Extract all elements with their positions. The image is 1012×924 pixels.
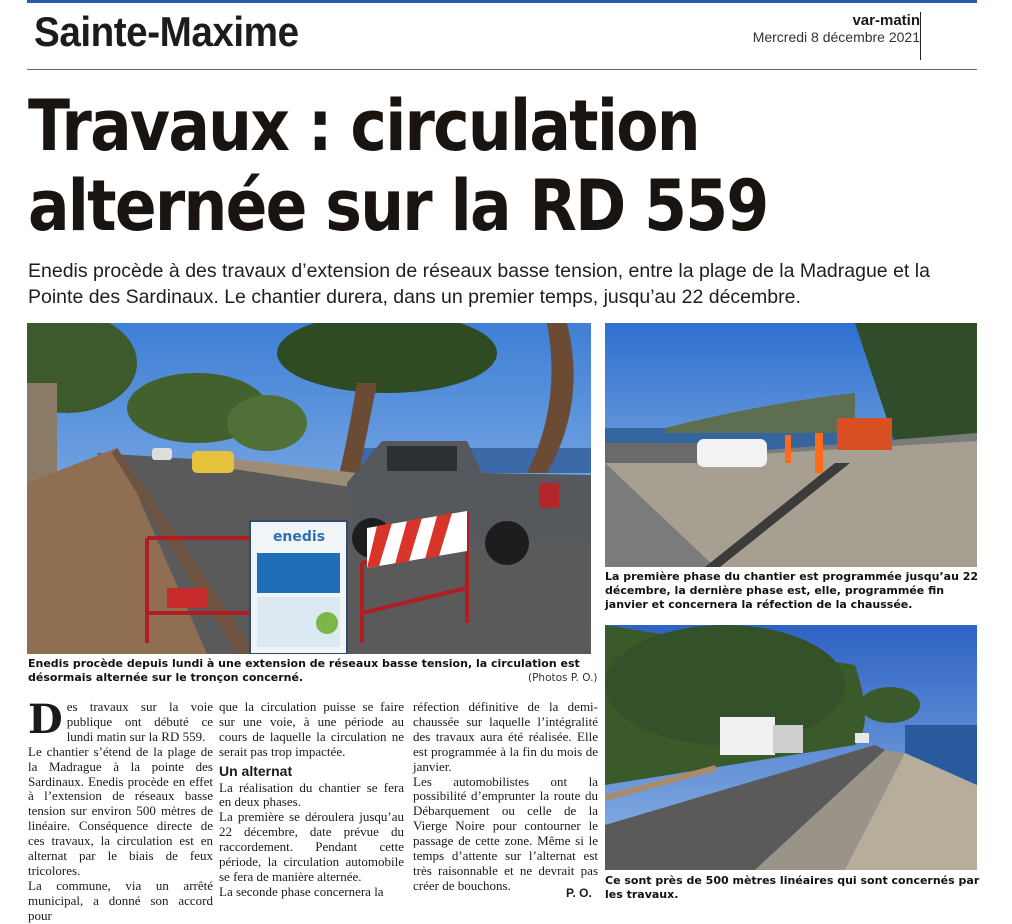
masthead-divider <box>920 12 921 60</box>
paragraph: que la circulation puisse se faire sur une voie, à une période au cours de laquelle la circulation ne serait pas trop impactée. <box>219 699 404 759</box>
enedis-logo: enedis <box>272 529 326 545</box>
chapo: Enedis procède à des travaux d’extension de réseaux basse tension, entre la plage de la Madrague et la Pointe des Sardinaux. Le chantier durera, dans un premier temps, jusqu’au 22 décembre. <box>28 260 930 308</box>
paragraph: réfection définitive de la demi-chaussée sur laquelle l’intégralité des travaux aura été réalisée. Elle est programmée à la fin du mois de janvier. <box>413 699 598 774</box>
top-right-caption: La première phase du chantier est programmée jusqu’au 22 décembre, la dernière phase est, elle, programmée fin janvier et concernera la réfection de la chaussée. <box>605 570 979 611</box>
headline-line-2: alternée sur la RD 559 <box>28 165 768 247</box>
main-photo <box>27 323 591 654</box>
paragraph: Le chantier s’étend de la plage de la Madrague à la pointe des Sardinaux. Enedis procède en effet à l’extension de réseaux basse tension sur environ 500 mètres de linéaire. Conséquence directe de ces travaux, la circulation est en alternat par le biais de feux tricolores. <box>28 743 213 878</box>
headline-line-1: Travaux : circulation <box>28 85 699 167</box>
author-signature: P. O. <box>566 886 592 900</box>
drop-cap: D <box>28 696 63 743</box>
publication-date: Mercredi 8 décembre 2021 <box>752 29 920 45</box>
paragraph: Les automobilistes ont la possibilité d’emprunter la route du Débarquement ou celle de la Vierge Noire pour contourner le passage de cette zone. Même si le temps d’attente sur l’alternat est très raisonnable et ne devrait pas créer de bouchons. <box>413 773 598 893</box>
section-title: Sainte-Maxime <box>34 8 299 55</box>
subheading: Un alternat <box>219 762 293 779</box>
headline <box>28 86 873 246</box>
header-rule <box>27 69 977 70</box>
paragraph: La réalisation du chantier se fera en deux phases. <box>219 779 404 810</box>
bottom-right-caption: Ce sont près de 500 mètres linéaires qui sont concernés par les travaux. <box>605 874 980 901</box>
body-column-2 <box>219 700 404 900</box>
paragraph: La seconde phase concernera la <box>219 883 384 899</box>
photo-credit: (Photos P. O.) <box>528 672 598 684</box>
masthead <box>753 12 920 45</box>
paragraph: Des travaux sur la voie publique ont débuté ce lundi matin sur la RD 559. <box>28 696 213 744</box>
main-photo-caption: Enedis procède depuis lundi à une extension de réseaux basse tension, la circulation est désormais alternée sur le tronçon concerné. <box>28 657 580 684</box>
body-column-1 <box>28 696 213 924</box>
brand-name: var-matin <box>852 12 920 29</box>
top-accent-line <box>27 0 977 3</box>
bottom-right-photo <box>605 625 977 870</box>
body-column-3 <box>413 700 598 894</box>
paragraph: La commune, via un arrêté municipal, a donné son accord pour <box>28 877 213 923</box>
paragraph: La première se déroulera jusqu’au 22 décembre, date prévue du raccordement. Pendant cette période, la circulation automobile se fera de manière alternée. <box>219 809 404 884</box>
top-right-photo <box>605 323 977 567</box>
